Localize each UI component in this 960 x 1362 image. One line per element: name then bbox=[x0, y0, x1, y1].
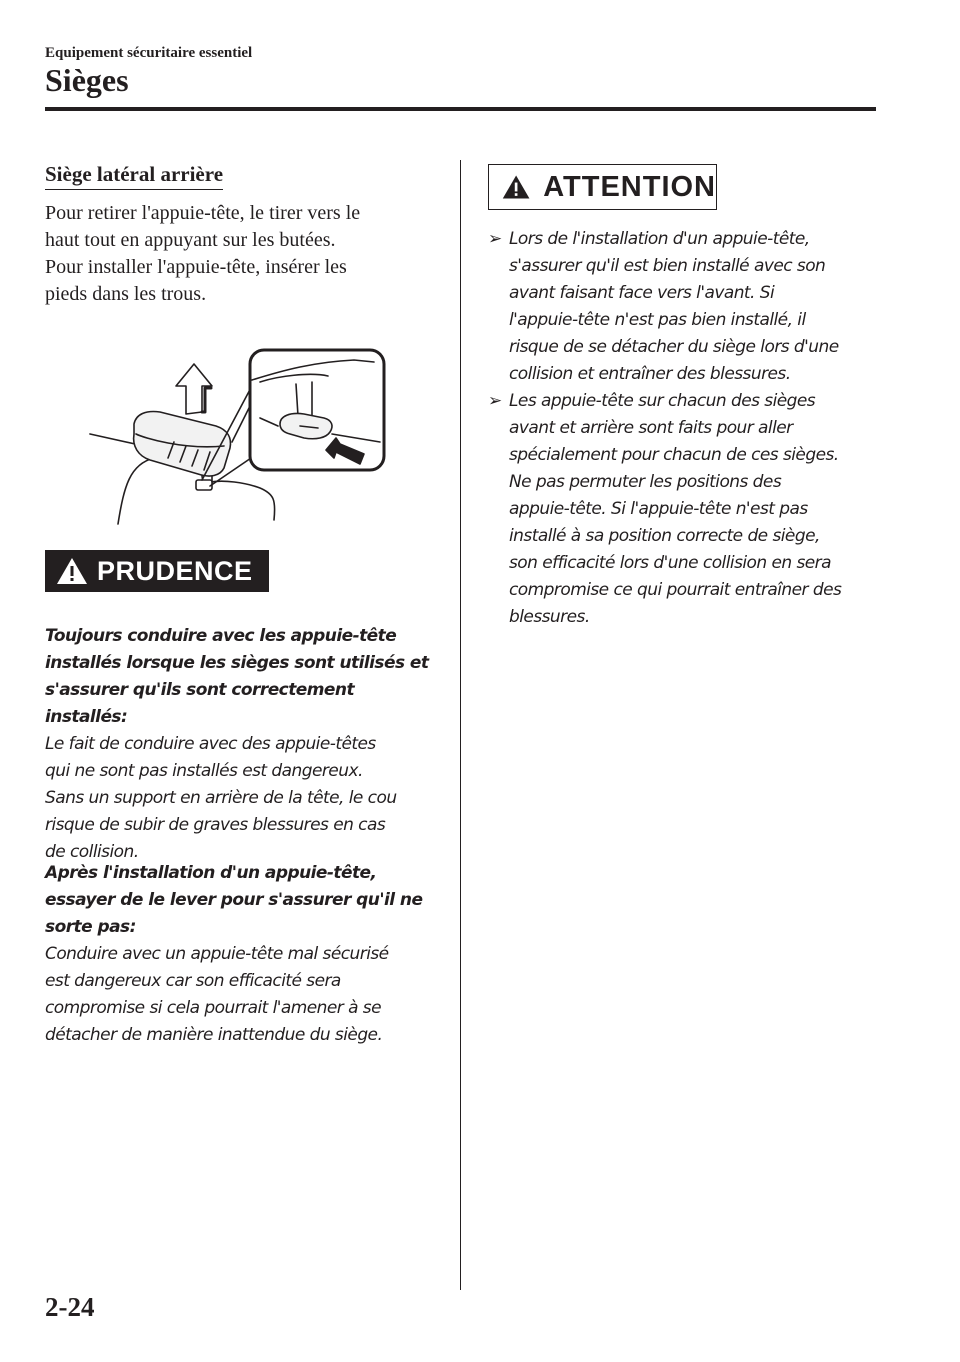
seat-side-curve bbox=[210, 481, 275, 520]
caution-line: est dangereux car son efficacité sera bbox=[45, 971, 341, 991]
detail-inset bbox=[250, 350, 384, 470]
list-line: s'assurer qu'il est bien installé avec son bbox=[509, 256, 826, 276]
prudence-label: PRUDENCE bbox=[97, 555, 253, 586]
page-title: Sièges bbox=[45, 62, 129, 98]
column-divider bbox=[460, 160, 461, 1290]
list-line: installé à sa position correcte de siège, bbox=[509, 526, 820, 546]
list-line: son efficacité lors d'une collision en sera bbox=[509, 553, 831, 573]
intro-line: haut tout en appuyant sur les butées. bbox=[45, 229, 336, 251]
section-label: Equipement sécuritaire essentiel bbox=[45, 45, 253, 61]
caution-line: Le fait de conduire avec des appuie-têtes bbox=[45, 734, 376, 754]
up-arrow-shadow bbox=[202, 388, 211, 412]
caution-line: de collision. bbox=[45, 842, 139, 862]
warning-triangle-icon bbox=[501, 172, 531, 202]
prudence-badge bbox=[45, 550, 269, 592]
list-line: avant faisant face vers l'avant. Si bbox=[509, 283, 775, 303]
list-line: avant et arrière sont faits pour aller bbox=[509, 418, 793, 438]
arrow-bullet-icon: ➢ bbox=[488, 229, 502, 249]
list-line: Les appuie-tête sur chacun des sièges bbox=[509, 391, 816, 411]
seat-back-curve bbox=[118, 458, 154, 524]
caution-bold-line: Toujours conduire avec les appuie-tête bbox=[45, 626, 397, 646]
list-line: blessures. bbox=[509, 607, 590, 627]
caution-bold-line: essayer de le lever pour s'assurer qu'il ne bbox=[45, 890, 423, 910]
attention-label: ATTENTION bbox=[543, 170, 716, 203]
list-line: Lors de l'installation d'un appuie-tête, bbox=[509, 229, 810, 249]
caution-bold-line: Après l'installation d'un appuie-tête, bbox=[45, 863, 377, 883]
caution-line: risque de subir de graves blessures en cas bbox=[45, 815, 386, 835]
list-line: Ne pas permuter les positions des bbox=[509, 472, 782, 492]
list-line: collision et entraîner des blessures. bbox=[509, 364, 791, 384]
list-line: compromise ce qui pourrait entraîner des bbox=[509, 580, 842, 600]
intro-paragraph bbox=[45, 200, 445, 308]
caution-line: Conduire avec un appuie-tête mal sécurisé bbox=[45, 944, 389, 964]
list-line: risque de se détacher du siège lors d'une bbox=[509, 337, 839, 357]
attention-badge bbox=[488, 164, 717, 210]
leg-latch bbox=[196, 480, 212, 490]
list-item bbox=[488, 388, 883, 631]
intro-line: Pour retirer l'appuie-tête, le tirer vers le bbox=[45, 202, 361, 224]
caution-block bbox=[45, 623, 435, 866]
list-line: l'appuie-tête n'est pas bien installé, il bbox=[509, 310, 806, 330]
intro-line: pieds dans les trous. bbox=[45, 283, 207, 305]
caution-line: compromise si cela pourrait l'amener à se bbox=[45, 998, 382, 1018]
warning-triangle-icon bbox=[55, 556, 89, 586]
intro-line: Pour installer l'appuie-tête, insérer les bbox=[45, 256, 347, 278]
page-number: 2-24 bbox=[45, 1292, 95, 1322]
caution-bold-line: sorte pas: bbox=[45, 917, 136, 937]
caution-bold-line: installés lorsque les sièges sont utilisés et bbox=[45, 653, 429, 673]
callout-line bbox=[232, 406, 250, 442]
headrest-illustration bbox=[84, 346, 390, 526]
list-line: spécialement pour chacun de ces sièges. bbox=[509, 445, 839, 465]
header-rule bbox=[45, 107, 876, 111]
caution-block bbox=[45, 860, 435, 1049]
caution-bold-line: s'assurer qu'ils sont correctement installés: bbox=[45, 680, 355, 727]
caution-line: qui ne sont pas installés est dangereux. bbox=[45, 761, 363, 781]
headrest-body bbox=[134, 412, 231, 477]
list-line: appuie-tête. Si l'appuie-tête n'est pas bbox=[509, 499, 808, 519]
caution-line: détacher de manière inattendue du siège. bbox=[45, 1025, 383, 1045]
section-heading: Siège latéral arrière bbox=[45, 162, 223, 190]
caution-line: Sans un support en arrière de la tête, le cou bbox=[45, 788, 397, 808]
list-item bbox=[488, 226, 883, 388]
attention-list bbox=[488, 226, 883, 631]
arrow-bullet-icon: ➢ bbox=[488, 391, 502, 411]
